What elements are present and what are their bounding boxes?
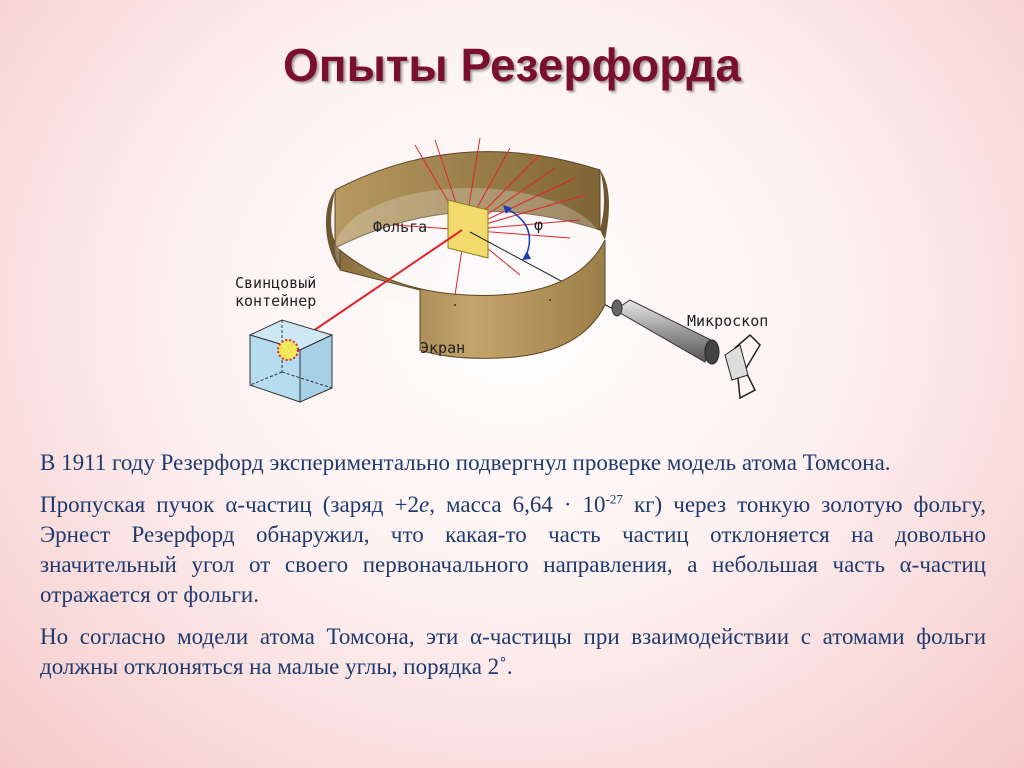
paragraph-2: Пропуская пучок α-частиц (заряд +2e, масса $6,64 \cdot 10^{-27}$ кг) через тонкую золотую фольгу, Эрнест Резерфорд обнаружил, что какая-то часть частиц отклоняется на довольно значительный угол от своего первоначального направления, а небольшая часть α-частиц отражается от фольги. xyxy=(40,491,987,607)
lead-container xyxy=(250,320,332,402)
foil-label: Фольга xyxy=(373,218,428,236)
angle-label: φ xyxy=(534,216,544,234)
container-label-line2: контейнер xyxy=(235,292,317,310)
paragraph-3: Но согласно модели атома Томсона, эти α-частицы при взаимодействии с атомами фольги должны отклоняться на малые углы, порядка 2˚. xyxy=(40,624,986,679)
paragraph-1: В 1911 году Резерфорд экспериментально подвергнул проверке модель атома Томсона. xyxy=(40,450,891,475)
radioactive-source xyxy=(278,340,298,360)
slide-title: Опыты Резерфорда xyxy=(283,39,741,91)
slide-body xyxy=(40,448,986,694)
rutherford-experiment-diagram xyxy=(220,130,840,425)
container-label-line1: Свинцовый xyxy=(235,274,317,292)
microscope-label: Микроскоп xyxy=(687,312,769,330)
gold-foil xyxy=(448,200,488,258)
screen-label: Экран xyxy=(420,339,466,357)
